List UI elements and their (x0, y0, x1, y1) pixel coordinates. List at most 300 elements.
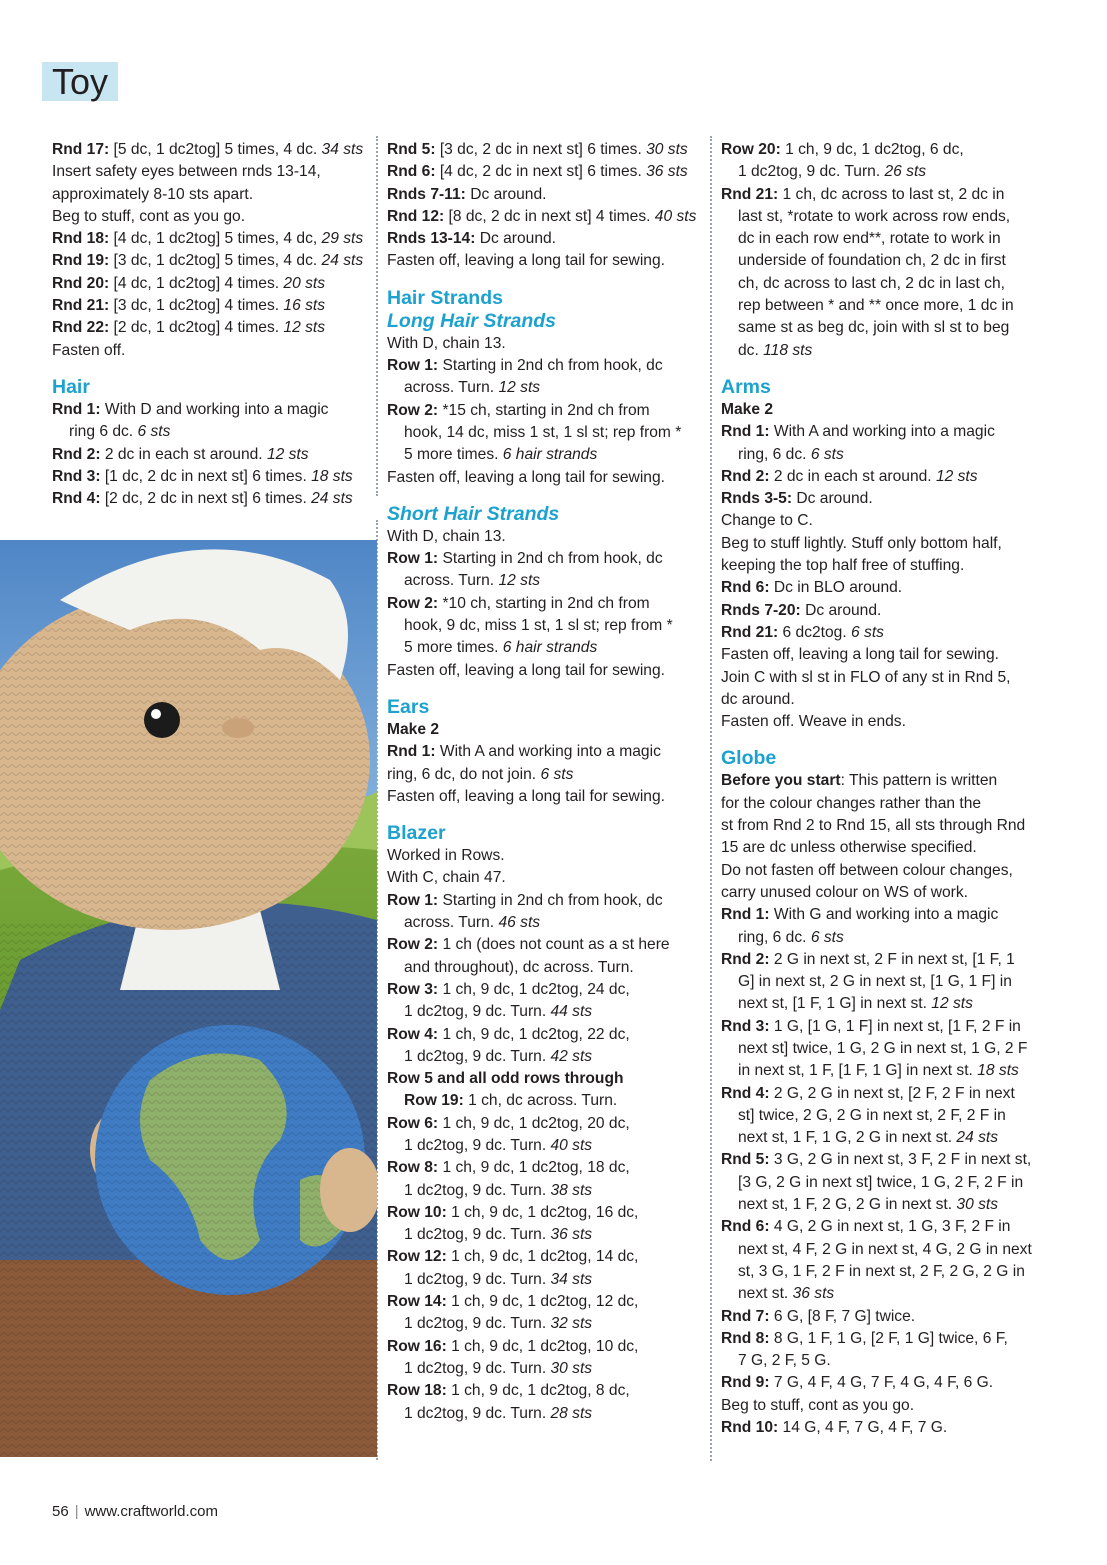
stitch-count: 6 sts (810, 445, 844, 463)
pattern-line-continued (387, 912, 705, 934)
step-label: Row 10: (387, 1203, 447, 1221)
step-text: across. Turn. (404, 379, 499, 397)
step-text: 2 dc in each st around. (100, 445, 267, 463)
pattern-line-continued (387, 377, 705, 399)
step-text: [4 dc, 2 dc in next st] 6 times. (435, 163, 647, 181)
step-label: Rnd 6: (721, 1218, 770, 1236)
pattern-line (52, 295, 370, 317)
pattern-line-continued (387, 637, 705, 659)
step-label: Rnd 20: (52, 274, 110, 292)
step-text: 6 G, [8 F, 7 G] twice. (769, 1307, 916, 1325)
pattern-line-continued (387, 1224, 705, 1246)
step-text: 1 ch, 9 dc, 1 dc2tog, 14 dc, (446, 1248, 639, 1266)
step-label: Rnds 7-20: (721, 601, 801, 619)
step-text: in next st, 1 F, [1 F, 1 G] in next st. (738, 1062, 978, 1080)
pattern-line-continued (387, 1046, 705, 1068)
pattern-line (387, 890, 705, 912)
step-text: 2 dc in each st around. (769, 467, 936, 485)
step-text: 1 ch, 9 dc, 1 dc2tog, 22 dc, (438, 1025, 630, 1043)
step-text: across. Turn. (404, 572, 499, 590)
step-text: 1 G, [1 G, 1 F] in next st, [1 F, 2 F in (769, 1017, 1021, 1035)
step-text: carry unused colour on WS of work. (721, 883, 969, 901)
step-text: Starting in 2nd ch from hook, dc (438, 891, 663, 909)
step-label: Row 16: (387, 1337, 447, 1355)
step-label: Rnd 10: (721, 1419, 779, 1437)
pattern-line-continued (387, 1135, 705, 1157)
pattern-line (721, 1372, 1051, 1394)
step-text: ring, 6 dc. (738, 445, 811, 463)
step-text: for the colour changes rather than the (721, 794, 982, 812)
step-label: Row 18: (387, 1382, 447, 1400)
step-text: 15 are dc unless otherwise specified. (721, 839, 977, 857)
pattern-line-continued (387, 1313, 705, 1335)
step-label: Rnd 5: (721, 1151, 770, 1169)
step-label: Row 8: (387, 1159, 439, 1177)
amigurumi-photo (0, 540, 377, 1457)
step-label: Rnds 3-5: (721, 490, 793, 508)
step-label: Before you start (721, 772, 841, 790)
pattern-line-continued (721, 273, 1051, 295)
pattern-line (387, 719, 705, 741)
step-label: Row 12: (387, 1248, 447, 1266)
stitch-count: 36 sts (646, 163, 688, 181)
pattern-line-continued (387, 615, 705, 637)
step-label: Row 2: (387, 594, 439, 612)
step-label: Rnd 4: (52, 490, 101, 508)
stitch-count: 12 sts (498, 572, 541, 590)
step-text: G] in next st, 2 G in next st, [1 G, 1 F] in (738, 973, 1012, 991)
pattern-line (721, 1395, 1051, 1417)
pattern-line (387, 1024, 705, 1046)
pattern-line-continued (387, 1001, 705, 1023)
step-text: [2 dc, 1 dc2tog] 4 times. (109, 319, 284, 337)
pattern-line (387, 660, 705, 682)
page-number: 56 (52, 1503, 69, 1520)
step-text: Dc around. (792, 490, 873, 508)
pattern-line-continued (721, 206, 1051, 228)
step-text: [3 G, 2 G in next st] twice, 1 G, 2 F, 2 F in (738, 1173, 1024, 1191)
pattern-line (52, 399, 370, 421)
pattern-line (387, 1113, 705, 1135)
step-label: Rnd 17: (52, 141, 110, 158)
step-text: [4 dc, 1 dc2tog] 5 times, 4 dc, (109, 230, 322, 248)
step-text: 1 dc2tog, 9 dc. Turn. (404, 1047, 551, 1065)
pattern-line (721, 904, 1051, 926)
stitch-count: 12 sts (931, 995, 973, 1013)
pattern-line (52, 466, 370, 488)
step-text: 7 G, 4 F, 4 G, 7 F, 4 G, 4 F, 6 G. (769, 1374, 994, 1392)
stitch-count: 32 sts (550, 1315, 593, 1333)
step-text: Beg to stuff lightly. Stuff only bottom half, (721, 534, 1002, 552)
step-text: dc. (738, 341, 764, 359)
step-text: With A and working into a magic (435, 743, 661, 761)
step-text: 1 ch, 9 dc, 1 dc2tog, 8 dc, (446, 1382, 630, 1400)
step-text: Starting in 2nd ch from hook, dc (438, 550, 663, 568)
step-text: and throughout), dc across. Turn. (404, 958, 634, 976)
pattern-line (721, 1417, 1051, 1439)
stitch-count: 29 sts (321, 230, 364, 248)
stitch-count: 36 sts (792, 1285, 835, 1303)
footer-separator: | (74, 1503, 79, 1520)
step-text: 1 dc2tog, 9 dc. Turn. (404, 1003, 551, 1021)
step-text: 5 more times. (404, 446, 503, 464)
pattern-line (387, 139, 705, 161)
section-heading: Globe (721, 747, 777, 770)
stitch-count: 34 sts (550, 1270, 593, 1288)
stitch-count: 12 sts (266, 445, 309, 463)
stitch-count: 40 sts (550, 1136, 593, 1154)
step-label: Rnd 1: (721, 423, 770, 441)
step-text: Fasten off, leaving a long tail for sewing. (387, 661, 665, 679)
step-text: *10 ch, starting in 2nd ch from (438, 594, 650, 612)
step-label: Rnd 19: (52, 252, 110, 270)
step-text: 7 G, 2 F, 5 G. (738, 1352, 831, 1370)
step-text: [3 dc, 2 dc in next st] 6 times. (435, 141, 647, 158)
step-text: ch, dc across to last ch, 2 dc in last ch, (738, 274, 1005, 292)
step-label: Rnds 13-14: (387, 230, 476, 248)
section-heading: Hair Strands (387, 286, 503, 309)
step-label: Rnd 2: (52, 445, 101, 463)
pattern-line (52, 444, 370, 466)
step-text: ring, 6 dc, do not join. (387, 765, 541, 783)
pattern-line-continued (721, 1060, 1051, 1082)
column-divider (376, 136, 378, 496)
pattern-line-continued (387, 957, 705, 979)
stitch-count: 6 sts (540, 765, 574, 783)
step-text: dc in each row end**, rotate to work in (738, 230, 1001, 248)
step-label: Rnd 6: (387, 163, 436, 181)
pattern-line (387, 1202, 705, 1224)
pattern-line (52, 488, 370, 510)
step-text: Beg to stuff, cont as you go. (721, 1396, 915, 1414)
pattern-line-continued (387, 1090, 705, 1112)
step-text: [3 dc, 1 dc2tog] 5 times, 4 dc. (109, 252, 322, 270)
pattern-line (721, 793, 1051, 815)
stitch-count: 26 sts (884, 163, 927, 181)
step-text: With D and working into a magic (100, 400, 329, 418)
stitch-count: 18 sts (977, 1062, 1019, 1080)
stitch-count: 20 sts (283, 274, 326, 292)
stitch-count: 6 hair strands (502, 639, 598, 657)
step-text: [8 dc, 2 dc in next st] 4 times. (444, 207, 655, 225)
step-text: next st] twice, 1 G, 2 G in next st, 1 G, 2 F (738, 1039, 1028, 1057)
step-text: 1 dc2tog, 9 dc. Turn. (738, 163, 885, 181)
step-text: 1 ch, 9 dc, 1 dc2tog, 20 dc, (438, 1114, 630, 1132)
pattern-line (721, 533, 1051, 555)
step-text: Starting in 2nd ch from hook, dc (438, 357, 663, 375)
step-label: Make 2 (387, 720, 440, 738)
pattern-line-continued (721, 340, 1051, 362)
step-text: 14 G, 4 F, 7 G, 4 F, 7 G. (778, 1419, 948, 1437)
page-footer (52, 1503, 218, 1520)
step-text: 1 ch, dc across to last st, 2 dc in (778, 185, 1005, 203)
pattern-line (721, 770, 1051, 792)
step-text: hook, 14 dc, miss 1 st, 1 sl st; rep from * (404, 423, 682, 441)
pattern-line (52, 161, 370, 183)
pattern-line-continued (721, 1105, 1051, 1127)
step-label: Rnd 5: (387, 141, 436, 158)
step-label: Row 19: (404, 1092, 464, 1110)
pattern-line (721, 1149, 1051, 1171)
step-text: With G and working into a magic (769, 906, 999, 924)
step-label: Rnd 12: (387, 207, 445, 225)
pattern-column-2 (387, 139, 705, 1425)
pattern-line (52, 206, 370, 228)
pattern-line-continued (387, 570, 705, 592)
step-text: 1 ch, 9 dc, 1 dc2tog, 12 dc, (446, 1293, 639, 1311)
section-heading: Ears (387, 695, 430, 718)
pattern-line-continued (721, 1127, 1051, 1149)
step-label: Rnd 6: (721, 579, 770, 597)
step-text: 1 ch, 9 dc, 1 dc2tog, 24 dc, (438, 980, 630, 998)
pattern-line-continued (721, 993, 1051, 1015)
step-label: Rnd 4: (721, 1084, 770, 1102)
pattern-line (721, 555, 1051, 577)
step-text: 2 G, 2 G in next st, [2 F, 2 F in next (769, 1084, 1015, 1102)
pattern-line (387, 206, 705, 228)
section-heading: Hair (52, 375, 90, 398)
step-label: Row 6: (387, 1114, 439, 1132)
pattern-line (721, 860, 1051, 882)
stitch-count: 16 sts (283, 297, 326, 315)
step-text: Insert safety eyes between rnds 13-14, (52, 163, 321, 181)
step-text: 1 dc2tog, 9 dc. Turn. (404, 1315, 551, 1333)
stitch-count: 24 sts (956, 1129, 999, 1147)
subsection-heading: Long Hair Strands (387, 309, 557, 332)
step-label: Rnd 1: (52, 400, 101, 418)
pattern-line (387, 228, 705, 250)
step-text: same st as beg dc, join with sl st to beg (738, 319, 1010, 337)
step-text: Worked in Rows. (387, 847, 505, 865)
pattern-line-continued (721, 1172, 1051, 1194)
step-text: 1 dc2tog, 9 dc. Turn. (404, 1404, 551, 1422)
step-label: Rnd 8: (721, 1329, 770, 1347)
pattern-line (721, 184, 1051, 206)
step-text: [5 dc, 1 dc2tog] 5 times, 4 dc. (109, 141, 322, 158)
pattern-line (721, 689, 1051, 711)
pattern-line-continued (387, 1358, 705, 1380)
pattern-line (721, 667, 1051, 689)
doll-holding-globe-illustration (0, 540, 377, 1457)
pattern-line (387, 1157, 705, 1179)
step-text: st from Rnd 2 to Rnd 15, all sts through Rnd (721, 817, 1026, 835)
pattern-line (387, 161, 705, 183)
pattern-line (387, 526, 705, 548)
step-text: 8 G, 1 F, 1 G, [2 F, 1 G] twice, 6 F, (769, 1329, 1008, 1347)
pattern-line (387, 845, 705, 867)
step-text: Join C with sl st in FLO of any st in Rnd 5, (721, 668, 1011, 686)
step-text: ring 6 dc. (69, 423, 138, 441)
pattern-column-1 (52, 139, 370, 510)
pattern-line (721, 882, 1051, 904)
step-text: Fasten off. (52, 341, 126, 359)
pattern-line (721, 815, 1051, 837)
step-label: Rnd 21: (721, 185, 779, 203)
pattern-line (387, 548, 705, 570)
step-label: Rnd 3: (721, 1017, 770, 1035)
pattern-line-continued (721, 1194, 1051, 1216)
step-label: Row 5 and all odd rows through (387, 1070, 624, 1088)
stitch-count: 28 sts (550, 1404, 593, 1422)
stitch-count: 34 sts (321, 141, 364, 158)
stitch-count: 24 sts (311, 490, 353, 508)
step-label: Rnd 7: (721, 1307, 770, 1325)
stitch-count: 46 sts (498, 914, 541, 932)
pattern-line (387, 764, 705, 786)
pattern-line-continued (721, 161, 1051, 183)
pattern-line (52, 273, 370, 295)
step-text: 5 more times. (404, 639, 503, 657)
pattern-line (52, 228, 370, 250)
pattern-line (387, 1336, 705, 1358)
step-text: Fasten off, leaving a long tail for sewing. (721, 646, 999, 664)
step-text: ring, 6 dc. (738, 928, 811, 946)
pattern-line (52, 139, 370, 161)
pattern-column-3 (721, 139, 1051, 1439)
pattern-line (52, 184, 370, 206)
step-text: : This pattern is written (840, 772, 998, 790)
pattern-line (52, 340, 370, 362)
step-label: Rnd 1: (387, 743, 436, 761)
stitch-count: 38 sts (550, 1181, 593, 1199)
section-heading: Blazer (387, 822, 446, 845)
pattern-line (387, 1068, 705, 1090)
pattern-line (721, 622, 1051, 644)
step-text: across. Turn. (404, 914, 499, 932)
step-text: dc around. (721, 690, 795, 708)
pattern-line (387, 1380, 705, 1402)
step-text: rep between * and ** once more, 1 dc in (738, 297, 1014, 315)
stitch-count: 44 sts (550, 1003, 593, 1021)
pattern-line-continued (721, 250, 1051, 272)
pattern-line (387, 867, 705, 889)
pattern-line-continued (721, 1239, 1051, 1261)
stitch-count: 118 sts (763, 341, 813, 359)
stitch-count: 24 sts (321, 252, 364, 270)
pattern-line (387, 786, 705, 808)
pattern-line-continued (721, 927, 1051, 949)
step-label: Rnd 1: (721, 906, 770, 924)
step-text: 1 ch, 9 dc, 1 dc2tog, 10 dc, (446, 1337, 639, 1355)
pattern-line (387, 934, 705, 956)
step-text: *15 ch, starting in 2nd ch from (438, 401, 650, 419)
step-text: next st, 4 F, 2 G in next st, 4 G, 2 G in next (738, 1240, 1032, 1258)
pattern-line (721, 1216, 1051, 1238)
step-text: Change to C. (721, 512, 813, 530)
pattern-line-continued (387, 1180, 705, 1202)
step-text: [1 dc, 2 dc in next st] 6 times. (100, 467, 312, 485)
step-text: With C, chain 47. (387, 869, 506, 887)
section-heading: Arms (721, 375, 771, 398)
pattern-line (52, 250, 370, 272)
column-divider (710, 136, 712, 1461)
pattern-line (387, 741, 705, 763)
step-text: 1 ch (does not count as a st here (438, 936, 670, 954)
pattern-line (387, 184, 705, 206)
step-label: Rnd 2: (721, 467, 770, 485)
step-text: Fasten off, leaving a long tail for sewing. (387, 252, 665, 270)
stitch-count: 36 sts (550, 1226, 593, 1244)
step-text: 1 dc2tog, 9 dc. Turn. (404, 1226, 551, 1244)
pattern-line (387, 1291, 705, 1313)
pattern-line-continued (387, 1269, 705, 1291)
section-tag: Toy (42, 62, 118, 101)
step-text: Fasten off. Weave in ends. (721, 713, 906, 731)
step-label: Rnd 18: (52, 230, 110, 248)
pattern-line (387, 333, 705, 355)
step-text: 1 dc2tog, 9 dc. Turn. (404, 1136, 551, 1154)
step-label: Row 20: (721, 141, 781, 158)
step-label: Rnd 21: (52, 297, 110, 315)
pattern-line-continued (721, 1283, 1051, 1305)
pattern-line (721, 139, 1051, 161)
pattern-line (721, 488, 1051, 510)
step-text: 1 ch, 9 dc, 1 dc2tog, 6 dc, (780, 141, 964, 158)
step-label: Rnd 21: (721, 623, 779, 641)
stitch-count: 6 sts (851, 623, 884, 641)
stitch-count: 12 sts (935, 467, 978, 485)
step-label: Rnd 22: (52, 319, 110, 337)
pattern-line (721, 711, 1051, 733)
pattern-line-continued (721, 295, 1051, 317)
pattern-line (387, 593, 705, 615)
pattern-line (387, 467, 705, 489)
step-label: Rnd 9: (721, 1374, 770, 1392)
step-label: Rnd 2: (721, 950, 770, 968)
step-text: Do not fasten off between colour changes, (721, 861, 1013, 879)
pattern-line-continued (721, 228, 1051, 250)
pattern-line (721, 600, 1051, 622)
step-text: Dc around. (800, 601, 882, 619)
step-text: st, 3 G, 1 F, 2 F in next st, 2 F, 2 G, 2 G in (738, 1262, 1025, 1280)
step-text: Fasten off, leaving a long tail for sewing. (387, 468, 665, 486)
pattern-line (721, 510, 1051, 532)
step-label: Rnd 3: (52, 467, 101, 485)
step-text: With A and working into a magic (769, 423, 995, 441)
step-text: next st, [1 F, 1 G] in next st. (738, 995, 932, 1013)
step-text: 1 dc2tog, 9 dc. Turn. (404, 1270, 551, 1288)
pattern-line (721, 466, 1051, 488)
step-text: next st, 1 F, 2 G, 2 G in next st. (738, 1196, 957, 1214)
stitch-count: 12 sts (283, 319, 326, 337)
step-text: 6 dc2tog. (778, 623, 852, 641)
step-text: 1 ch, 9 dc, 1 dc2tog, 18 dc, (438, 1159, 630, 1177)
step-text: Dc in BLO around. (769, 579, 903, 597)
step-text: Fasten off, leaving a long tail for sewing. (387, 787, 665, 805)
pattern-line (721, 644, 1051, 666)
pattern-line (721, 837, 1051, 859)
stitch-count: 6 sts (137, 423, 171, 441)
step-text: With D, chain 13. (387, 527, 506, 545)
step-label: Row 1: (387, 357, 439, 375)
step-label: Row 2: (387, 401, 439, 419)
pattern-line (387, 355, 705, 377)
step-label: Rnds 7-11: (387, 185, 466, 203)
step-text: keeping the top half free of stuffing. (721, 557, 965, 575)
step-text: 2 G in next st, 2 F in next st, [1 F, 1 (769, 950, 1015, 968)
step-label: Row 14: (387, 1293, 447, 1311)
stitch-count: 30 sts (550, 1359, 593, 1377)
step-text: st] twice, 2 G, 2 G in next st, 2 F, 2 F in (738, 1106, 1006, 1124)
pattern-line-continued (721, 444, 1051, 466)
pattern-line-continued (721, 1350, 1051, 1372)
stitch-count: 12 sts (498, 379, 541, 397)
step-text: [2 dc, 2 dc in next st] 6 times. (100, 490, 312, 508)
step-text: Dc around. (465, 185, 547, 203)
stitch-count: 6 hair strands (502, 446, 598, 464)
step-text: underside of foundation ch, 2 dc in first (738, 252, 1006, 270)
pattern-line (387, 250, 705, 272)
